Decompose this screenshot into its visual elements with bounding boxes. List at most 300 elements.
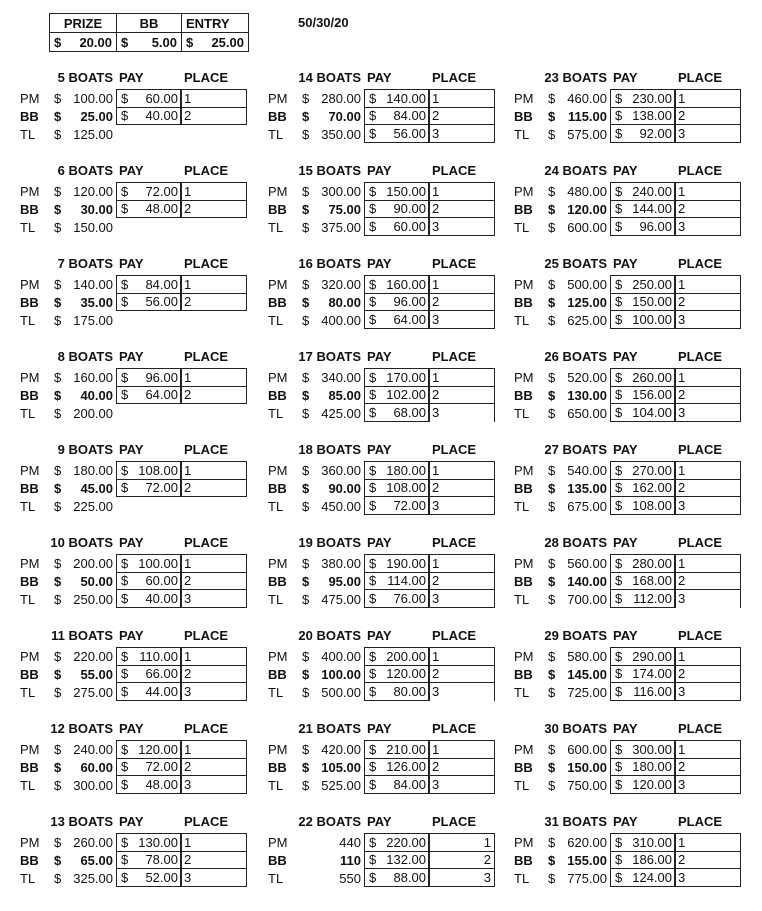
tl-amount[interactable]: $ 675.00	[548, 499, 607, 514]
place-cell[interactable]: 3	[428, 218, 495, 236]
pm-amount[interactable]: $ 480.00	[548, 184, 607, 199]
place-cell[interactable]: 2	[428, 386, 495, 404]
place-cell[interactable]: 1	[180, 740, 247, 759]
place-cell[interactable]: 2	[428, 572, 495, 590]
place-cell[interactable]: 1	[674, 740, 741, 759]
tl-label: TL	[514, 406, 530, 421]
place-cell[interactable]: 2	[428, 293, 495, 311]
boats-count-label: 11 BOATS	[51, 628, 113, 643]
pm-amount[interactable]: $ 380.00	[302, 556, 361, 571]
row-tl	[268, 869, 518, 888]
pay-cell[interactable]: $ 102.00	[364, 386, 430, 404]
place-cell[interactable]: 1	[428, 833, 495, 852]
pay-cell[interactable]: $ 60.00	[116, 572, 182, 590]
pm-amount[interactable]: $ 460.00	[548, 91, 607, 106]
bb-amount[interactable]: $ 60.00	[54, 760, 113, 775]
pay-cell[interactable]: $ 190.00	[364, 554, 430, 573]
tl-label: TL	[268, 871, 284, 886]
pay-cell[interactable]: $ 230.00	[610, 89, 676, 108]
pay-cell[interactable]: $ 72.00	[364, 497, 430, 515]
place-cell[interactable]: 3	[180, 776, 247, 794]
pay-cell[interactable]: $ 150.00	[610, 293, 676, 311]
place-cell[interactable]: 1	[674, 368, 741, 387]
row-pm	[268, 554, 518, 573]
pay-header: PAY	[367, 256, 392, 271]
place-cell[interactable]: 3	[674, 776, 741, 794]
pay-cell[interactable]: $ 104.00	[610, 404, 676, 422]
boats-count-label: 25 BOATS	[544, 256, 607, 271]
pm-amount[interactable]: $ 100.00	[54, 91, 113, 106]
pay-cell[interactable]: $ 90.00	[364, 200, 430, 218]
pay-cell[interactable]: $ 240.00	[610, 182, 676, 201]
place-cell[interactable]: 1	[674, 89, 741, 108]
pay-cell[interactable]: $ 60.00	[116, 89, 182, 108]
row-pm	[514, 368, 762, 387]
tl-amount[interactable]: $ 475.00	[302, 592, 361, 607]
place-cell[interactable]: 1	[674, 554, 741, 573]
pay-header: PAY	[613, 814, 638, 829]
bb-amount[interactable]: $ 105.00	[302, 760, 361, 775]
tl-amount[interactable]: $ 275.00	[54, 685, 113, 700]
bb-amount[interactable]: $ 125.00	[548, 295, 607, 310]
place-cell[interactable]: 3	[674, 590, 741, 608]
place-cell[interactable]: 3	[674, 497, 741, 515]
row-bb	[514, 572, 762, 591]
pay-cell[interactable]: $ 114.00	[364, 572, 430, 590]
payout-block	[20, 256, 270, 336]
place-header: PLACE	[184, 535, 229, 550]
place-cell[interactable]: 1	[428, 368, 495, 387]
currency-symbol: $	[54, 184, 62, 199]
currency-symbol: $	[302, 667, 310, 682]
tl-amount[interactable]: $ 700.00	[548, 592, 607, 607]
bb-amount[interactable]: $ 100.00	[302, 667, 361, 682]
place-cell[interactable]: 1	[428, 554, 495, 573]
pay-cell[interactable]: $ 132.00	[364, 851, 430, 869]
pm-amount[interactable]: $ 180.00	[54, 463, 113, 478]
place-cell[interactable]: 3	[428, 311, 495, 329]
tl-amount[interactable]: $ 775.00	[548, 871, 607, 886]
place-cell[interactable]: 2	[674, 758, 741, 776]
place-cell[interactable]: 1	[428, 461, 495, 480]
prize-value[interactable]: $ 20.00	[50, 33, 117, 52]
pay-cell[interactable]: $ 260.00	[610, 368, 676, 387]
pm-label: PM	[268, 91, 288, 106]
place-header: PLACE	[432, 163, 477, 178]
row-tl	[268, 311, 518, 330]
pay-cell[interactable]: $ 108.00	[610, 497, 676, 515]
pay-cell[interactable]: $ 310.00	[610, 833, 676, 852]
pay-cell[interactable]: $ 144.00	[610, 200, 676, 218]
place-cell[interactable]: 3	[674, 218, 741, 236]
place-cell[interactable]: 2	[428, 200, 495, 218]
place-cell[interactable]: 1	[674, 275, 741, 294]
place-cell[interactable]: 2	[674, 386, 741, 404]
pay-cell[interactable]: $ 162.00	[610, 479, 676, 497]
place-cell[interactable]: 2	[180, 479, 247, 497]
pay-cell[interactable]: $ 64.00	[364, 311, 430, 329]
place-cell[interactable]: 1	[428, 89, 495, 108]
pay-cell[interactable]: $ 52.00	[116, 869, 182, 887]
place-cell[interactable]: 1	[180, 647, 247, 666]
pay-cell[interactable]: $ 130.00	[116, 833, 182, 852]
pay-cell[interactable]: $ 68.00	[364, 404, 430, 422]
bb-amount[interactable]: $ 155.00	[548, 853, 607, 868]
bb-amount[interactable]: 110	[340, 853, 361, 868]
place-cell[interactable]: 3	[428, 869, 495, 887]
payout-block	[20, 349, 270, 429]
tl-amount[interactable]: $ 150.00	[54, 220, 113, 235]
pm-amount[interactable]: $ 560.00	[548, 556, 607, 571]
pay-cell[interactable]: $ 110.00	[116, 647, 182, 666]
boats-count-label: 31 BOATS	[544, 814, 607, 829]
place-cell[interactable]: 1	[674, 461, 741, 480]
place-cell[interactable]: 2	[674, 107, 741, 125]
place-cell[interactable]: 2	[180, 572, 247, 590]
bb-amount[interactable]: $ 50.00	[54, 574, 113, 589]
boats-count-label: 10 BOATS	[50, 535, 113, 550]
pm-amount[interactable]: $ 220.00	[54, 649, 113, 664]
pay-cell[interactable]: $ 280.00	[610, 554, 676, 573]
pay-cell[interactable]: $ 150.00	[364, 182, 430, 201]
tl-amount[interactable]: $ 125.00	[54, 127, 113, 142]
pay-cell[interactable]: $ 220.00	[364, 833, 430, 852]
pay-cell[interactable]: $ 112.00	[610, 590, 676, 608]
row-pm	[268, 461, 518, 480]
row-tl	[514, 869, 762, 888]
row-pm	[20, 833, 270, 852]
place-cell[interactable]: 2	[180, 665, 247, 683]
pm-amount[interactable]: $ 620.00	[548, 835, 607, 850]
place-header: PLACE	[678, 349, 723, 364]
place-cell[interactable]: 2	[674, 851, 741, 869]
currency-symbol: $	[54, 370, 62, 385]
bb-amount[interactable]: $ 45.00	[54, 481, 113, 496]
pm-amount[interactable]: $ 500.00	[548, 277, 607, 292]
pay-cell[interactable]: $ 40.00	[116, 107, 182, 125]
place-cell[interactable]: 1	[674, 833, 741, 852]
tl-amount[interactable]: $ 175.00	[54, 313, 113, 328]
pay-cell[interactable]: $ 48.00	[116, 776, 182, 794]
bb-amount[interactable]: $ 135.00	[548, 481, 607, 496]
pm-amount[interactable]: $ 120.00	[54, 184, 113, 199]
pm-amount[interactable]: $ 140.00	[54, 277, 113, 292]
currency-symbol: $	[548, 406, 556, 421]
place-cell[interactable]: 1	[428, 647, 495, 666]
pay-cell[interactable]: $ 84.00	[364, 107, 430, 125]
place-cell[interactable]: 1	[180, 182, 247, 201]
pm-amount[interactable]: $ 420.00	[302, 742, 361, 757]
tl-amount[interactable]: $ 375.00	[302, 220, 361, 235]
pay-cell[interactable]: $ 250.00	[610, 275, 676, 294]
tl-amount[interactable]: $ 525.00	[302, 778, 361, 793]
place-cell[interactable]: 2	[180, 851, 247, 869]
pay-cell[interactable]: $ 200.00	[364, 647, 430, 666]
place-cell[interactable]: 2	[180, 293, 247, 311]
place-cell[interactable]: 1	[674, 647, 741, 666]
pay-cell[interactable]: $ 160.00	[364, 275, 430, 294]
payout-block	[514, 349, 762, 429]
tl-amount[interactable]: $ 575.00	[548, 127, 607, 142]
currency-symbol: $	[548, 481, 556, 496]
boats-count-label: 17 BOATS	[298, 349, 361, 364]
place-cell[interactable]: 1	[428, 740, 495, 759]
row-tl	[514, 311, 762, 330]
place-cell[interactable]: 2	[180, 758, 247, 776]
tl-label: TL	[268, 778, 284, 793]
row-bb	[20, 200, 270, 219]
payout-block	[268, 349, 518, 429]
place-cell[interactable]: 2	[428, 851, 495, 869]
currency-symbol: $	[548, 109, 556, 124]
pay-cell[interactable]: $ 96.00	[364, 293, 430, 311]
pay-cell[interactable]: $ 80.00	[364, 683, 430, 701]
place-cell[interactable]: 1	[180, 554, 247, 573]
pay-cell[interactable]: $ 120.00	[364, 665, 430, 683]
pay-cell[interactable]: $ 120.00	[116, 740, 182, 759]
tl-amount[interactable]: $ 500.00	[302, 685, 361, 700]
bb-amount[interactable]: $ 95.00	[302, 574, 361, 589]
pay-cell[interactable]: $ 92.00	[610, 125, 676, 143]
pay-cell[interactable]: $ 290.00	[610, 647, 676, 666]
tl-amount[interactable]: 550	[339, 871, 361, 886]
pay-cell[interactable]: $ 56.00	[116, 293, 182, 311]
currency-symbol: $	[302, 499, 310, 514]
place-cell[interactable]: 3	[180, 683, 247, 701]
place-cell[interactable]: 1	[180, 89, 247, 108]
payout-block	[268, 814, 518, 894]
currency-symbol: $	[54, 742, 62, 757]
pm-amount[interactable]: $ 360.00	[302, 463, 361, 478]
tl-amount[interactable]: $ 725.00	[548, 685, 607, 700]
place-cell[interactable]: 2	[180, 386, 247, 404]
pay-header: PAY	[613, 349, 638, 364]
pm-amount[interactable]: $ 540.00	[548, 463, 607, 478]
bb-value[interactable]: $ 5.00	[117, 33, 182, 52]
currency-symbol: $	[302, 313, 310, 328]
bb-amount[interactable]: $ 65.00	[54, 853, 113, 868]
payout-block	[514, 535, 762, 615]
pm-amount[interactable]: $ 280.00	[302, 91, 361, 106]
place-cell[interactable]: 3	[674, 869, 741, 887]
place-header: PLACE	[184, 70, 229, 85]
place-cell[interactable]: 2	[428, 107, 495, 125]
entry-value[interactable]: $ 25.00	[182, 33, 249, 52]
pay-cell[interactable]: $ 180.00	[610, 758, 676, 776]
pm-amount[interactable]: $ 600.00	[548, 742, 607, 757]
pm-label: PM	[514, 835, 534, 850]
pay-cell[interactable]: $ 78.00	[116, 851, 182, 869]
pay-cell[interactable]: $ 72.00	[116, 182, 182, 201]
pm-label: PM	[20, 184, 40, 199]
pm-amount[interactable]: $ 400.00	[302, 649, 361, 664]
payout-block	[514, 628, 762, 708]
pm-amount[interactable]: $ 340.00	[302, 370, 361, 385]
place-cell[interactable]: 1	[674, 182, 741, 201]
pay-cell[interactable]: $ 66.00	[116, 665, 182, 683]
row-pm	[268, 647, 518, 666]
pm-amount[interactable]: $ 520.00	[548, 370, 607, 385]
tl-amount[interactable]: $ 325.00	[54, 871, 113, 886]
pm-amount[interactable]: $ 200.00	[54, 556, 113, 571]
bb-amount[interactable]: $ 30.00	[54, 202, 113, 217]
place-cell[interactable]: 1	[428, 182, 495, 201]
bb-amount[interactable]: $ 140.00	[548, 574, 607, 589]
place-cell[interactable]: 2	[674, 293, 741, 311]
tl-amount[interactable]: $ 450.00	[302, 499, 361, 514]
row-bb	[20, 479, 270, 498]
tl-amount[interactable]: $ 400.00	[302, 313, 361, 328]
pay-cell[interactable]: $ 44.00	[116, 683, 182, 701]
pm-amount[interactable]: $ 580.00	[548, 649, 607, 664]
place-cell[interactable]: 2	[428, 479, 495, 497]
tl-amount[interactable]: $ 425.00	[302, 406, 361, 421]
pm-label: PM	[514, 184, 534, 199]
pay-cell[interactable]: $ 72.00	[116, 479, 182, 497]
currency-symbol: $	[54, 406, 62, 421]
tl-amount[interactable]: $ 650.00	[548, 406, 607, 421]
place-cell[interactable]: 2	[180, 200, 247, 218]
pay-cell[interactable]: $ 72.00	[116, 758, 182, 776]
tl-amount[interactable]: $ 750.00	[548, 778, 607, 793]
bb-amount[interactable]: $ 130.00	[548, 388, 607, 403]
place-cell[interactable]: 2	[428, 758, 495, 776]
pm-amount[interactable]: 440	[339, 835, 361, 850]
bb-amount[interactable]: $ 150.00	[548, 760, 607, 775]
place-cell[interactable]: 3	[428, 683, 495, 701]
bb-amount[interactable]: $ 70.00	[302, 109, 361, 124]
block-header	[268, 256, 518, 274]
place-cell[interactable]: 1	[180, 275, 247, 294]
tl-amount[interactable]: $ 250.00	[54, 592, 113, 607]
pay-cell[interactable]: $ 116.00	[610, 683, 676, 701]
pay-cell[interactable]: $ 60.00	[364, 218, 430, 236]
place-cell[interactable]: 3	[674, 125, 741, 143]
tl-amount[interactable]: $ 350.00	[302, 127, 361, 142]
pay-cell[interactable]: $ 84.00	[364, 776, 430, 794]
pay-cell[interactable]: $ 210.00	[364, 740, 430, 759]
place-cell[interactable]: 1	[180, 368, 247, 387]
pm-amount[interactable]: $ 260.00	[54, 835, 113, 850]
pay-cell[interactable]: $ 170.00	[364, 368, 430, 387]
pay-cell[interactable]: $ 84.00	[116, 275, 182, 294]
place-cell[interactable]: 3	[674, 404, 741, 422]
pay-cell[interactable]: $ 270.00	[610, 461, 676, 480]
pay-cell[interactable]: $ 138.00	[610, 107, 676, 125]
pay-cell[interactable]: $ 96.00	[116, 368, 182, 387]
place-cell[interactable]: 3	[428, 125, 495, 143]
pay-cell[interactable]: $ 88.00	[364, 869, 430, 887]
place-cell[interactable]: 3	[428, 590, 495, 608]
place-cell[interactable]: 2	[674, 572, 741, 590]
place-cell[interactable]: 2	[428, 665, 495, 683]
bb-amount[interactable]: $ 55.00	[54, 667, 113, 682]
bb-amount[interactable]: $ 90.00	[302, 481, 361, 496]
pay-cell[interactable]: $ 174.00	[610, 665, 676, 683]
place-cell[interactable]: 1	[180, 833, 247, 852]
pay-cell[interactable]: $ 126.00	[364, 758, 430, 776]
place-cell[interactable]: 3	[428, 776, 495, 794]
pm-amount[interactable]: $ 300.00	[302, 184, 361, 199]
pay-cell[interactable]: $ 180.00	[364, 461, 430, 480]
pm-amount[interactable]: $ 320.00	[302, 277, 361, 292]
block-header	[268, 628, 518, 646]
place-cell[interactable]: 2	[674, 200, 741, 218]
tl-label: TL	[20, 871, 36, 886]
place-cell[interactable]: 3	[428, 497, 495, 515]
row-bb	[514, 851, 762, 870]
pay-cell[interactable]: $ 108.00	[116, 461, 182, 480]
place-cell[interactable]: 2	[180, 107, 247, 125]
bb-amount[interactable]: $ 25.00	[54, 109, 113, 124]
place-cell[interactable]: 3	[674, 311, 741, 329]
bb-amount[interactable]: $ 120.00	[548, 202, 607, 217]
currency-symbol: $	[302, 295, 310, 310]
pay-cell[interactable]: $ 48.00	[116, 200, 182, 218]
bb-amount[interactable]: $ 35.00	[54, 295, 113, 310]
place-cell[interactable]: 2	[674, 665, 741, 683]
pay-cell[interactable]: $ 96.00	[610, 218, 676, 236]
pay-cell[interactable]: $ 120.00	[610, 776, 676, 794]
bb-amount[interactable]: $ 145.00	[548, 667, 607, 682]
row-tl	[20, 869, 270, 888]
pay-cell[interactable]: $ 100.00	[116, 554, 182, 573]
bb-amount[interactable]: $ 75.00	[302, 202, 361, 217]
place-cell[interactable]: 3	[428, 404, 495, 422]
place-cell[interactable]: 3	[180, 869, 247, 887]
pm-label: PM	[268, 277, 288, 292]
pay-cell[interactable]: $ 76.00	[364, 590, 430, 608]
place-cell[interactable]: 1	[428, 275, 495, 294]
tl-label: TL	[20, 127, 36, 142]
tl-label: TL	[514, 778, 530, 793]
pay-cell[interactable]: $ 156.00	[610, 386, 676, 404]
pay-header: PAY	[613, 442, 638, 457]
currency-symbol: $	[302, 556, 310, 571]
pay-header: PAY	[613, 163, 638, 178]
tl-amount[interactable]: $ 600.00	[548, 220, 607, 235]
pay-cell[interactable]: $ 40.00	[116, 590, 182, 608]
place-cell[interactable]: 2	[674, 479, 741, 497]
pm-amount[interactable]: $ 160.00	[54, 370, 113, 385]
bb-label: BB	[20, 853, 39, 868]
pay-cell[interactable]: $ 56.00	[364, 125, 430, 143]
tl-label: TL	[20, 313, 36, 328]
tl-amount[interactable]: $ 200.00	[54, 406, 113, 421]
pay-cell[interactable]: $ 300.00	[610, 740, 676, 759]
pay-cell[interactable]: $ 168.00	[610, 572, 676, 590]
tl-amount[interactable]: $ 625.00	[548, 313, 607, 328]
tl-amount[interactable]: $ 300.00	[54, 778, 113, 793]
bb-amount[interactable]: $ 80.00	[302, 295, 361, 310]
row-pm	[514, 275, 762, 294]
pm-amount[interactable]: $ 240.00	[54, 742, 113, 757]
bb-amount[interactable]: $ 40.00	[54, 388, 113, 403]
pay-cell[interactable]: $ 64.00	[116, 386, 182, 404]
pay-cell[interactable]: $ 124.00	[610, 869, 676, 887]
bb-amount[interactable]: $ 115.00	[548, 109, 607, 124]
pay-cell[interactable]: $ 140.00	[364, 89, 430, 108]
place-cell[interactable]: 1	[180, 461, 247, 480]
place-cell[interactable]: 3	[674, 683, 741, 701]
row-tl	[20, 404, 270, 423]
pay-cell[interactable]: $ 108.00	[364, 479, 430, 497]
pay-cell[interactable]: $ 100.00	[610, 311, 676, 329]
pay-cell[interactable]: $ 186.00	[610, 851, 676, 869]
place-cell[interactable]: 3	[180, 590, 247, 608]
bb-amount[interactable]: $ 85.00	[302, 388, 361, 403]
tl-amount[interactable]: $ 225.00	[54, 499, 113, 514]
